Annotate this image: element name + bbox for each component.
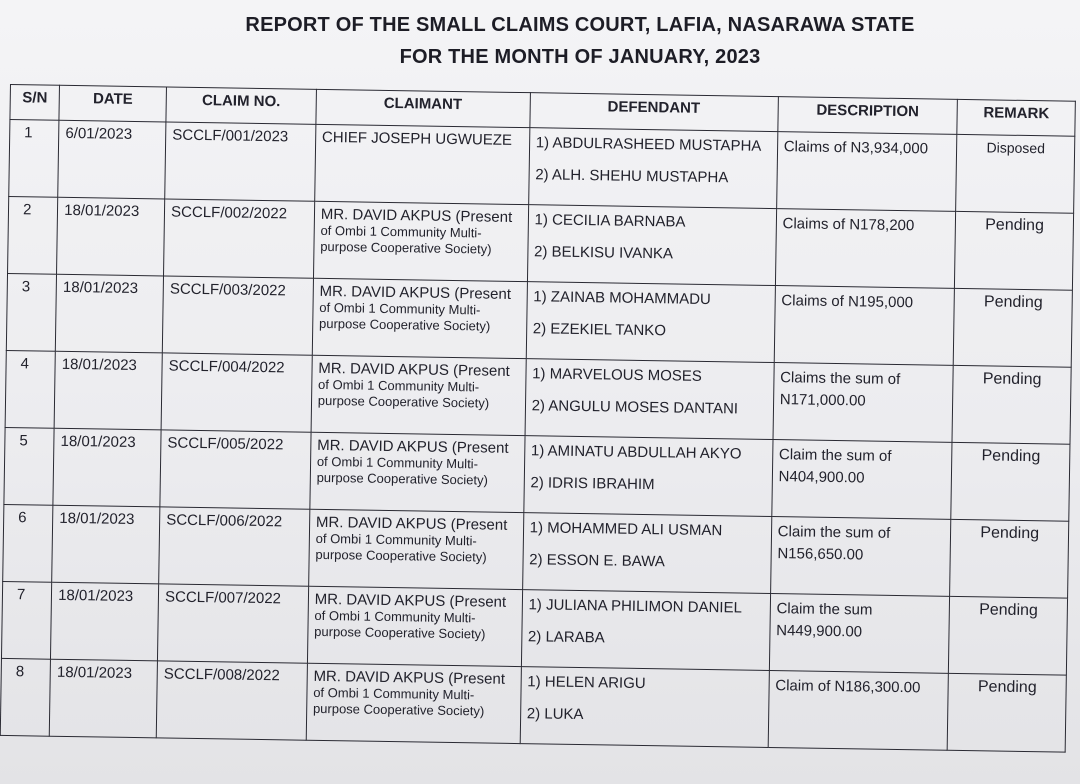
description-line-1: Claim of N186,300.00 <box>775 677 921 697</box>
claimant-note: of Ombi 1 Community Multi-purpose Cooperative Society) <box>318 299 491 334</box>
row-defendant <box>527 205 776 286</box>
defendant-1: 1) MARVELOUS MOSES <box>532 365 703 385</box>
description-line-1: Claim the sum of <box>777 523 891 542</box>
row-remark: Pending <box>951 442 1070 521</box>
defendant-1: 1) MOHAMMED ALI USMAN <box>529 519 723 540</box>
row-description <box>776 132 957 212</box>
row-remark: Pending <box>949 596 1068 675</box>
row-sn: 6 <box>3 504 53 582</box>
claimant-note: of Ombi 1 Community Multi-purpose Cooperative Society) <box>315 530 487 565</box>
row-date: 6/01/2023 <box>58 120 166 199</box>
defendant-1: 1) CECILIA BARNABA <box>534 211 686 231</box>
claimant-name: MR. DAVID AKPUS (Present <box>317 436 509 457</box>
row-date: 18/01/2023 <box>51 582 159 661</box>
row-description <box>770 517 951 597</box>
row-defendant <box>520 667 769 748</box>
defendant-2: 2) ANGULU MOSES DANTANI <box>531 397 739 418</box>
row-defendant <box>528 128 777 209</box>
column-header-claimant: CLAIMANT <box>316 89 530 127</box>
row-description <box>773 363 954 443</box>
row-description <box>774 286 955 366</box>
defendant-2: 2) BELKISU IVANKA <box>533 243 674 263</box>
column-header-date: DATE <box>59 85 166 122</box>
claimant-note: of Ombi 1 Community Multi-purpose Cooperative Society) <box>317 376 490 411</box>
row-date: 18/01/2023 <box>54 351 162 430</box>
defendant-1: 1) ABDULRASHEED MUSTAPHA <box>535 134 762 155</box>
row-remark: Pending <box>950 519 1069 598</box>
column-header-remark: REMARK <box>957 99 1075 136</box>
defendant-2: 2) EZEKIEL TANKO <box>532 320 667 340</box>
claimant-note: of Ombi 1 Community Multi-purpose Cooperative Society) <box>312 684 485 719</box>
row-claim-no: SCCLF/006/2022 <box>159 507 310 586</box>
description-line-1: Claims of N3,934,000 <box>783 138 929 158</box>
description-line-2: N449,900.00 <box>776 622 863 641</box>
row-description <box>775 209 956 289</box>
row-claimant <box>310 432 525 512</box>
defendant-2: 2) IDRIS IBRAHIM <box>530 474 655 494</box>
report-subtitle: FOR THE MONTH OF JANUARY, 2023 <box>399 46 761 68</box>
claimant-note: of Ombi 1 Community Multi-purpose Cooperative Society) <box>314 607 486 642</box>
column-header-claim-no: CLAIM NO. <box>166 87 316 124</box>
defendant-1: 1) AMINATU ABDULLAH AKYO <box>530 442 742 463</box>
row-claim-no: SCCLF/007/2022 <box>158 584 309 663</box>
row-sn: 3 <box>6 273 56 351</box>
row-defendant <box>523 436 772 517</box>
claimant-note: of Ombi 1 Community Multi-purpose Cooperative Society) <box>320 222 492 257</box>
row-sn: 8 <box>0 658 50 736</box>
row-sn: 7 <box>1 581 51 659</box>
claimant-name: MR. DAVID AKPUS (Present <box>314 590 507 611</box>
row-claim-no: SCCLF/003/2022 <box>162 276 313 355</box>
description-line-1: Claims of N178,200 <box>782 215 915 235</box>
row-remark: Pending <box>955 211 1074 290</box>
defendant-2: 2) LUKA <box>526 705 584 724</box>
row-defendant <box>521 590 770 671</box>
row-date: 18/01/2023 <box>49 659 157 738</box>
column-header-sn: S/N <box>10 85 60 121</box>
row-claimant <box>311 355 526 435</box>
row-sn: 4 <box>5 350 55 428</box>
description-line-2: N156,650.00 <box>777 545 864 564</box>
row-claim-no: SCCLF/004/2022 <box>161 353 312 432</box>
row-claimant <box>306 663 521 743</box>
claimant-name: MR. DAVID AKPUS (Present <box>319 282 512 303</box>
row-claimant <box>313 201 528 281</box>
row-date: 18/01/2023 <box>53 428 161 507</box>
description-line-2: N171,000.00 <box>779 391 866 410</box>
table-row <box>0 658 1066 752</box>
claimant-name: MR. DAVID AKPUS (Present <box>313 667 506 688</box>
row-date: 18/01/2023 <box>55 274 163 353</box>
row-claim-no: SCCLF/005/2022 <box>160 430 311 509</box>
row-defendant <box>525 359 774 440</box>
defendant-2: 2) ALH. SHEHU MUSTAPHA <box>535 166 729 187</box>
defendant-1: 1) JULIANA PHILIMON DANIEL <box>528 596 743 617</box>
row-remark: Pending <box>954 288 1073 367</box>
row-remark: Disposed <box>956 134 1075 213</box>
row-remark: Pending <box>952 365 1071 444</box>
row-sn: 1 <box>9 120 59 198</box>
row-sn: 2 <box>8 196 58 274</box>
description-line-2: N404,900.00 <box>778 468 865 487</box>
claimant-name: MR. DAVID AKPUS (Present <box>315 513 508 534</box>
row-claimant <box>314 124 529 204</box>
row-claimant <box>307 586 522 666</box>
report-title: REPORT OF THE SMALL CLAIMS COURT, LAFIA, NASARAWA STATE <box>245 14 915 36</box>
claimant-name: CHIEF JOSEPH UGWUEZE <box>321 128 513 149</box>
row-description <box>771 440 952 520</box>
claimant-name: MR. DAVID AKPUS (Present <box>320 205 513 226</box>
defendant-1: 1) ZAINAB MOHAMMADU <box>533 288 711 309</box>
row-defendant <box>526 282 775 363</box>
defendant-1: 1) HELEN ARIGU <box>527 673 646 693</box>
row-date: 18/01/2023 <box>57 197 165 276</box>
row-remark: Pending <box>947 673 1066 752</box>
row-sn: 5 <box>4 427 54 505</box>
row-claimant <box>308 509 523 589</box>
row-claim-no: SCCLF/008/2022 <box>156 661 307 740</box>
row-defendant <box>522 513 771 594</box>
row-claim-no: SCCLF/002/2022 <box>164 199 315 278</box>
description-line-1: Claims of N195,000 <box>781 292 914 312</box>
claims-table <box>0 84 1076 753</box>
column-header-description: DESCRIPTION <box>778 97 958 135</box>
row-claimant <box>312 278 527 358</box>
defendant-2: 2) LARABA <box>527 628 605 647</box>
description-line-1: Claim the sum <box>776 600 873 619</box>
claimant-note: of Ombi 1 Community Multi-purpose Cooperative Society) <box>316 453 489 488</box>
description-line-1: Claims the sum of <box>780 369 901 389</box>
claimant-name: MR. DAVID AKPUS (Present <box>318 359 510 380</box>
defendant-2: 2) ESSON E. BAWA <box>529 551 665 571</box>
column-header-defendant: DEFENDANT <box>530 93 779 132</box>
row-description <box>768 670 949 750</box>
row-date: 18/01/2023 <box>52 505 160 584</box>
row-description <box>769 594 950 674</box>
row-claim-no: SCCLF/001/2023 <box>165 122 316 201</box>
description-line-1: Claim the sum of <box>778 446 892 465</box>
